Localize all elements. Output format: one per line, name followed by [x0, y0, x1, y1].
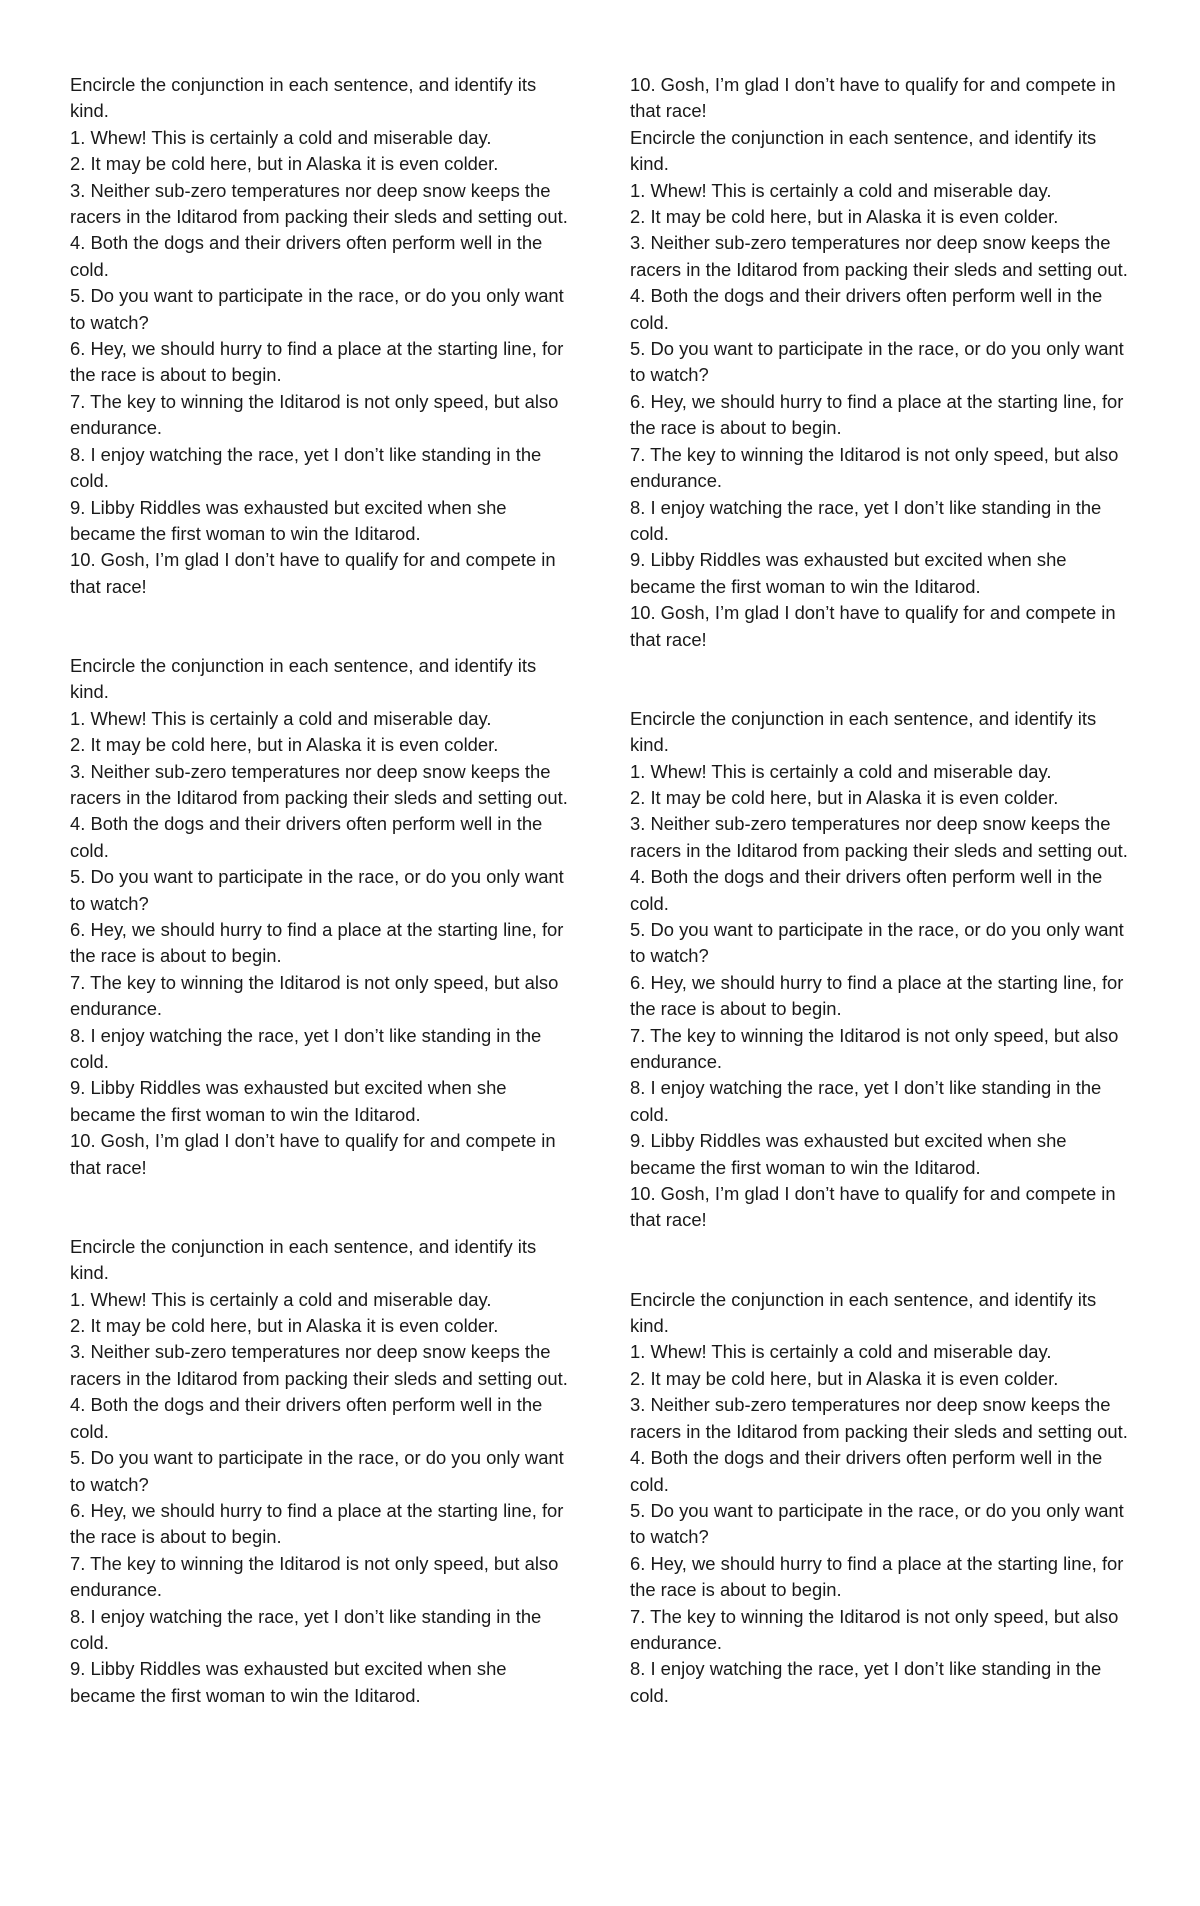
sentence-7: 7. The key to winning the Iditarod is not only speed, but also endurance. [630, 443, 1119, 492]
sentence-2: 2. It may be cold here, but in Alaska it is even colder. [630, 786, 1059, 808]
sentence-8: 8. I enjoy watching the race, yet I don’t like standing in the cold. [630, 496, 1102, 544]
worksheet-block [630, 125, 1130, 653]
sentence-6: 6. Hey, we should hurry to find a place at the starting line, for the race is about to begin. [70, 1499, 564, 1548]
block-spacer [70, 1181, 570, 1234]
sentence-4: 4. Both the dogs and their drivers often perform well in the cold. [630, 285, 1103, 333]
sentence-4: 4. Both the dogs and their drivers often perform well in the cold. [70, 1394, 543, 1442]
sentence-10: 10. Gosh, I’m glad I don’t have to qualify for and compete in that race! [70, 549, 556, 597]
sentence-1: 1. Whew! This is certainly a cold and miserable day. [70, 126, 492, 148]
worksheet-block [630, 1287, 1130, 1710]
sentence-8: 8. I enjoy watching the race, yet I don’t like standing in the cold. [70, 1024, 542, 1073]
sentence-1: 1. Whew! This is certainly a cold and miserable day. [630, 179, 1052, 201]
instruction: Encircle the conjunction in each sentence, and identify its kind. [70, 654, 537, 703]
sentence-9: 9. Libby Riddles was exhausted but excited when she became the first woman to win the Iditarod. [70, 1077, 507, 1125]
worksheet-block [70, 653, 570, 1181]
sentence-7: 7. The key to winning the Iditarod is not only speed, but also endurance. [70, 971, 559, 1020]
instruction: Encircle the conjunction in each sentence, and identify its kind. [70, 1235, 537, 1284]
sentence-9: 9. Libby Riddles was exhausted but excited when she became the first woman to win the Iditarod. [630, 549, 1067, 597]
sentence-7: 7. The key to winning the Iditarod is not only speed, but also endurance. [70, 1552, 559, 1601]
sentence-3: 3. Neither sub-zero temperatures nor deep snow keeps the racers in the Iditarod from packing their sleds and setting out. [630, 813, 1128, 861]
sentence-5: 5. Do you want to participate in the race, or do you only want to watch? [630, 1499, 1124, 1548]
sentence-10: 10. Gosh, I’m glad I don’t have to qualify for and compete in that race! [70, 1130, 556, 1178]
sentence-5: 5. Do you want to participate in the race, or do you only want to watch? [630, 918, 1124, 967]
sentence-8: 8. I enjoy watching the race, yet I don’t like standing in the cold. [70, 1605, 542, 1653]
sentence-3: 3. Neither sub-zero temperatures nor deep snow keeps the racers in the Iditarod from packing their sleds and setting out. [70, 760, 568, 808]
worksheet-block [630, 706, 1130, 1234]
sentence-2: 2. It may be cold here, but in Alaska it is even colder. [70, 153, 499, 175]
instruction: Encircle the conjunction in each sentence, and identify its kind. [630, 126, 1097, 175]
sentence-8: 8. I enjoy watching the race, yet I don’t like standing in the cold. [70, 443, 542, 492]
sentence-5: 5. Do you want to participate in the race, or do you only want to watch? [630, 338, 1124, 386]
worksheet-block [70, 72, 570, 600]
sentence-3: 3. Neither sub-zero temperatures nor deep snow keeps the racers in the Iditarod from packing their sleds and setting out. [70, 179, 568, 228]
sentence-1: 1. Whew! This is certainly a cold and miserable day. [630, 1341, 1052, 1363]
sentence-2: 2. It may be cold here, but in Alaska it is even colder. [70, 1315, 499, 1337]
sentence-10: 10. Gosh, I’m glad I don’t have to qualify for and compete in that race! [630, 74, 1116, 122]
sentence-7: 7. The key to winning the Iditarod is not only speed, but also endurance. [70, 390, 559, 439]
sentence-4: 4. Both the dogs and their drivers often perform well in the cold. [630, 866, 1103, 914]
block-spacer [630, 653, 1130, 706]
worksheet-block-tail [630, 72, 1130, 125]
sentence-1: 1. Whew! This is certainly a cold and miserable day. [630, 760, 1052, 782]
instruction: Encircle the conjunction in each sentence, and identify its kind. [70, 74, 537, 122]
block-spacer [70, 600, 570, 653]
sentence-6: 6. Hey, we should hurry to find a place at the starting line, for the race is about to begin. [70, 918, 564, 967]
sentence-6: 6. Hey, we should hurry to find a place at the starting line, for the race is about to begin. [630, 971, 1124, 1020]
left-column [70, 72, 570, 1709]
sentence-1: 1. Whew! This is certainly a cold and miserable day. [70, 1288, 492, 1310]
sentence-5: 5. Do you want to participate in the race, or do you only want to watch? [70, 866, 564, 914]
sentence-6: 6. Hey, we should hurry to find a place at the starting line, for the race is about to begin. [70, 338, 564, 386]
sentence-3: 3. Neither sub-zero temperatures nor deep snow keeps the racers in the Iditarod from packing their sleds and setting out. [630, 1394, 1128, 1442]
sentence-2: 2. It may be cold here, but in Alaska it is even colder. [630, 1367, 1059, 1389]
sentence-2: 2. It may be cold here, but in Alaska it is even colder. [70, 734, 499, 756]
sentence-10: 10. Gosh, I’m glad I don’t have to qualify for and compete in that race! [630, 602, 1116, 650]
sentence-1: 1. Whew! This is certainly a cold and miserable day. [70, 707, 492, 729]
sentence-7: 7. The key to winning the Iditarod is not only speed, but also endurance. [630, 1605, 1119, 1653]
block-spacer [630, 1234, 1130, 1287]
instruction: Encircle the conjunction in each sentence, and identify its kind. [630, 1288, 1097, 1337]
sentence-5: 5. Do you want to participate in the race, or do you only want to watch? [70, 1447, 564, 1495]
sentence-10: 10. Gosh, I’m glad I don’t have to qualify for and compete in that race! [630, 1183, 1116, 1231]
sentence-4: 4. Both the dogs and their drivers often perform well in the cold. [70, 813, 543, 861]
sentence-9: 9. Libby Riddles was exhausted but excited when she became the first woman to win the Iditarod. [70, 496, 507, 544]
sentence-7: 7. The key to winning the Iditarod is not only speed, but also endurance. [630, 1024, 1119, 1073]
sentence-4: 4. Both the dogs and their drivers often perform well in the cold. [630, 1447, 1103, 1495]
sentence-6: 6. Hey, we should hurry to find a place at the starting line, for the race is about to begin. [630, 390, 1124, 439]
sentence-5: 5. Do you want to participate in the race, or do you only want to watch? [70, 285, 564, 333]
sentence-6: 6. Hey, we should hurry to find a place at the starting line, for the race is about to begin. [630, 1552, 1124, 1601]
sentence-3: 3. Neither sub-zero temperatures nor deep snow keeps the racers in the Iditarod from packing their sleds and setting out. [70, 1341, 568, 1389]
sentence-9: 9. Libby Riddles was exhausted but excited when she became the first woman to win the Iditarod. [630, 1130, 1067, 1178]
right-column [630, 72, 1130, 1709]
sentence-2: 2. It may be cold here, but in Alaska it is even colder. [630, 206, 1059, 228]
instruction: Encircle the conjunction in each sentence, and identify its kind. [630, 707, 1097, 756]
sentence-4: 4. Both the dogs and their drivers often perform well in the cold. [70, 232, 543, 280]
sentence-8: 8. I enjoy watching the race, yet I don’t like standing in the cold. [630, 1077, 1102, 1125]
worksheet-block [70, 1234, 570, 1709]
sentence-9: 9. Libby Riddles was exhausted but excited when she became the first woman to win the Iditarod. [70, 1658, 507, 1706]
sentence-3: 3. Neither sub-zero temperatures nor deep snow keeps the racers in the Iditarod from packing their sleds and setting out. [630, 232, 1128, 280]
sentence-8: 8. I enjoy watching the race, yet I don’t like standing in the cold. [630, 1658, 1102, 1706]
